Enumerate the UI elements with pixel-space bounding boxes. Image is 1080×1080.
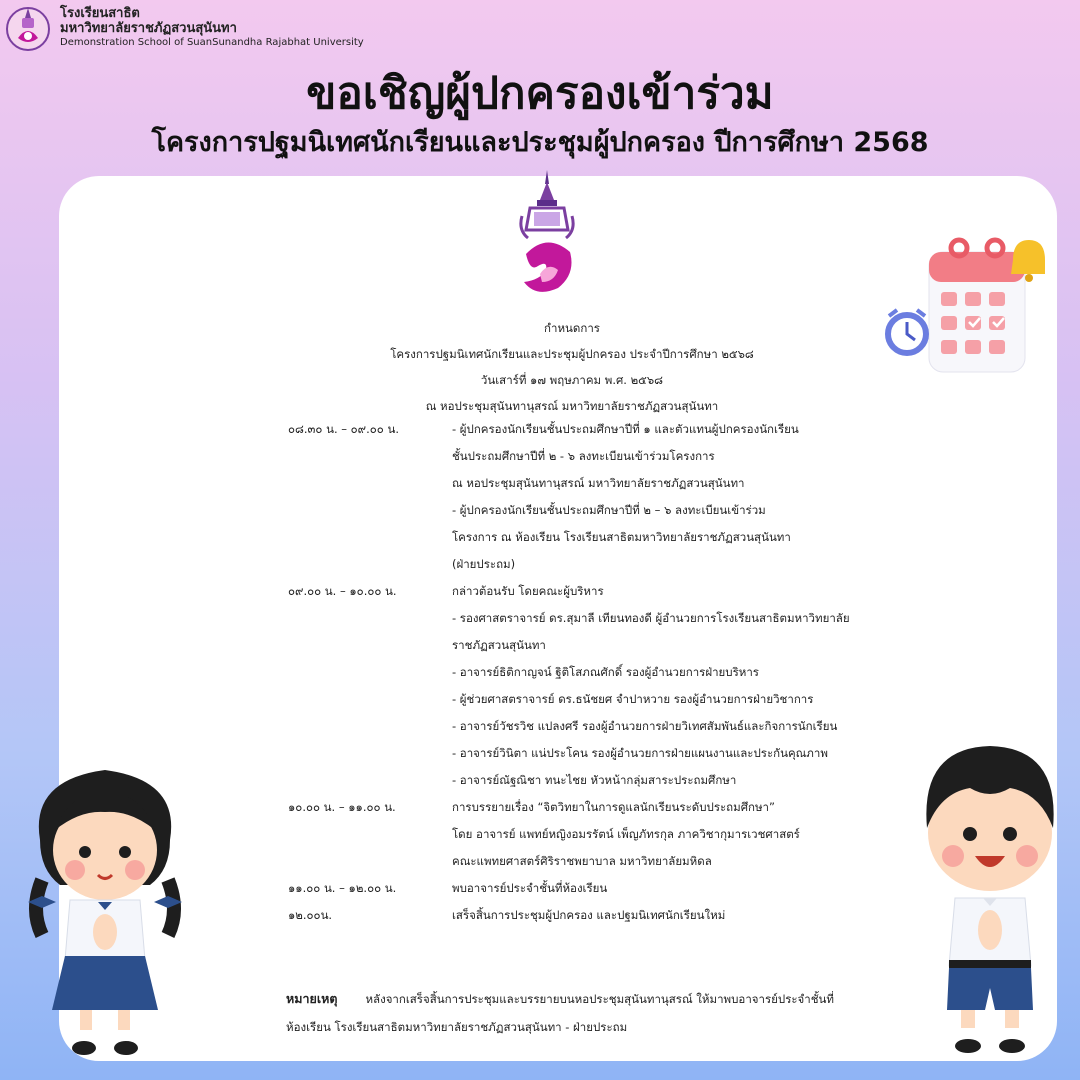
schedule-item: ราชภัฏสวนสุนันทา (452, 638, 546, 652)
schedule-row (282, 605, 862, 632)
schedule-time: ๑๑.๐๐ น. – ๑๒.๐๐ น. (288, 881, 397, 895)
schedule-row (282, 524, 862, 551)
schedule-row (282, 632, 862, 659)
school-header (0, 0, 1080, 60)
schedule-row (282, 416, 862, 443)
schedule-project: โครงการปฐมนิเทศนักเรียนและประชุมผู้ปกครอง ประจำปีการศึกษา ๒๕๖๘ (390, 347, 754, 361)
schedule-item: ณ หอประชุมสุนันทานุสรณ์ มหาวิทยาลัยราชภัฏสวนสุนันทา (452, 476, 745, 490)
school-name-th-line2: มหาวิทยาลัยราชภัฏสวนสุนันทา (60, 21, 237, 36)
note-line1: หลังจากเสร็จสิ้นการประชุมและบรรยายบนหอประชุมสุนันทานุสรณ์ ให้มาพบอาจารย์ประจำชั้นที่ (365, 992, 834, 1006)
schedule-row (282, 848, 862, 875)
invitation-title: ขอเชิญผู้ปกครองเข้าร่วม (306, 68, 774, 119)
schedule-item: กล่าวต้อนรับ โดยคณะผู้บริหาร (452, 584, 604, 598)
schedule-item: การบรรยายเรื่อง “จิตวิทยาในการดูแลนักเรียนระดับประถมศึกษา” (452, 800, 775, 814)
schedule-time: ๐๙.๐๐ น. – ๑๐.๐๐ น. (288, 584, 397, 598)
schedule-item: - ผู้ปกครองนักเรียนชั้นประถมศึกษาปีที่ ๑ และตัวแทนผู้ปกครองนักเรียน (452, 422, 799, 436)
boy-student-illustration (915, 738, 1065, 1058)
schedule-item: - ผู้ปกครองนักเรียนชั้นประถมศึกษาปีที่ ๒ – ๖ ลงทะเบียนเข้าร่วม (452, 503, 766, 517)
schedule-item: พบอาจารย์ประจำชั้นที่ห้องเรียน (452, 881, 608, 895)
schedule-row (282, 686, 862, 713)
royal-emblem-icon (518, 170, 576, 300)
schedule-item: - อาจารย์วินิตา แน่ประโคน รองผู้อำนวยการฝ่ายแผนงานและประกันคุณภาพ (452, 746, 828, 760)
calendar-icon (885, 230, 1045, 380)
schedule-note (286, 985, 866, 1041)
schedule-time: ๐๘.๓๐ น. – ๐๙.๐๐ น. (288, 422, 399, 436)
schedule-document (282, 315, 862, 929)
schedule-item: โดย อาจารย์ แพทย์หญิงอมรรัตน์ เพ็ญภัทรกุล ภาควิชากุมารเวชศาสตร์ (452, 827, 800, 841)
school-logo (4, 2, 52, 52)
schedule-row (282, 740, 862, 767)
schedule-item: คณะแพทยศาสตร์ศิริราชพยาบาล มหาวิทยาลัยมหิดล (452, 854, 712, 868)
project-subtitle: โครงการปฐมนิเทศนักเรียนและประชุมผู้ปกครอง ปีการศึกษา 2568 (151, 127, 929, 158)
schedule-row (282, 443, 862, 470)
note-line2: ห้องเรียน โรงเรียนสาธิตมหาวิทยาลัยราชภัฏสวนสุนันทา - ฝ่ายประถม (286, 1020, 628, 1034)
schedule-row (282, 902, 862, 929)
schedule-item: - อาจารย์ธิติกาญจน์ ฐิติโสภณศักดิ์ รองผู้อำนวยการฝ่ายบริหาร (452, 665, 759, 679)
schedule-row (282, 578, 862, 605)
schedule-item: - อาจารย์วัชรวิช แปลงศรี รองผู้อำนวยการฝ่ายวิเทศสัมพันธ์และกิจการนักเรียน (452, 719, 838, 733)
schedule-time: ๑๐.๐๐ น. – ๑๑.๐๐ น. (288, 800, 396, 814)
schedule-row (282, 497, 862, 524)
schedule-row (282, 713, 862, 740)
schedule-row (282, 551, 862, 578)
schedule-item: - อาจารย์ณัฐณิชา ทนะไชย หัวหน้ากลุ่มสาระประถมศึกษา (452, 773, 737, 787)
schedule-row (282, 659, 862, 686)
schedule-venue: ณ หอประชุมสุนันทานุสรณ์ มหาวิทยาลัยราชภัฏสวนสุนันทา (425, 399, 719, 413)
girl-student-illustration (20, 760, 190, 1060)
note-label: หมายเหตุ (286, 991, 338, 1006)
schedule-item: (ฝ่ายประถม) (452, 557, 516, 571)
schedule-row (282, 794, 862, 821)
schedule-rows (282, 416, 862, 929)
schedule-date: วันเสาร์ที่ ๑๗ พฤษภาคม พ.ศ. ๒๕๖๘ (480, 373, 664, 387)
schedule-heading: กำหนดการ (544, 321, 600, 335)
schedule-row (282, 767, 862, 794)
school-name-en: Demonstration School of SuanSunandha Rajabhat University (60, 37, 364, 48)
schedule-item: เสร็จสิ้นการประชุมผู้ปกครอง และปฐมนิเทศนักเรียนใหม่ (452, 908, 726, 922)
schedule-item: - ผู้ช่วยศาสตราจารย์ ดร.ธนัชยศ จำปาหวาย รองผู้อำนวยการฝ่ายวิชาการ (452, 692, 814, 706)
schedule-row (282, 470, 862, 497)
schedule-item: - รองศาสตราจารย์ ดร.สุมาลี เทียนทองดี ผู้อำนวยการโรงเรียนสาธิตมหาวิทยาลัย (452, 611, 850, 625)
school-name-th-line1: โรงเรียนสาธิต (60, 6, 140, 21)
schedule-row (282, 821, 862, 848)
alarm-clock-icon (888, 310, 926, 353)
schedule-time: ๑๒.๐๐น. (288, 908, 333, 922)
schedule-item: ชั้นประถมศึกษาปีที่ ๒ - ๖ ลงทะเบียนเข้าร่วมโครงการ (452, 449, 715, 463)
schedule-item: โครงการ ณ ห้องเรียน โรงเรียนสาธิตมหาวิทยาลัยราชภัฏสวนสุนันทา (452, 530, 791, 544)
schedule-row (282, 875, 862, 902)
